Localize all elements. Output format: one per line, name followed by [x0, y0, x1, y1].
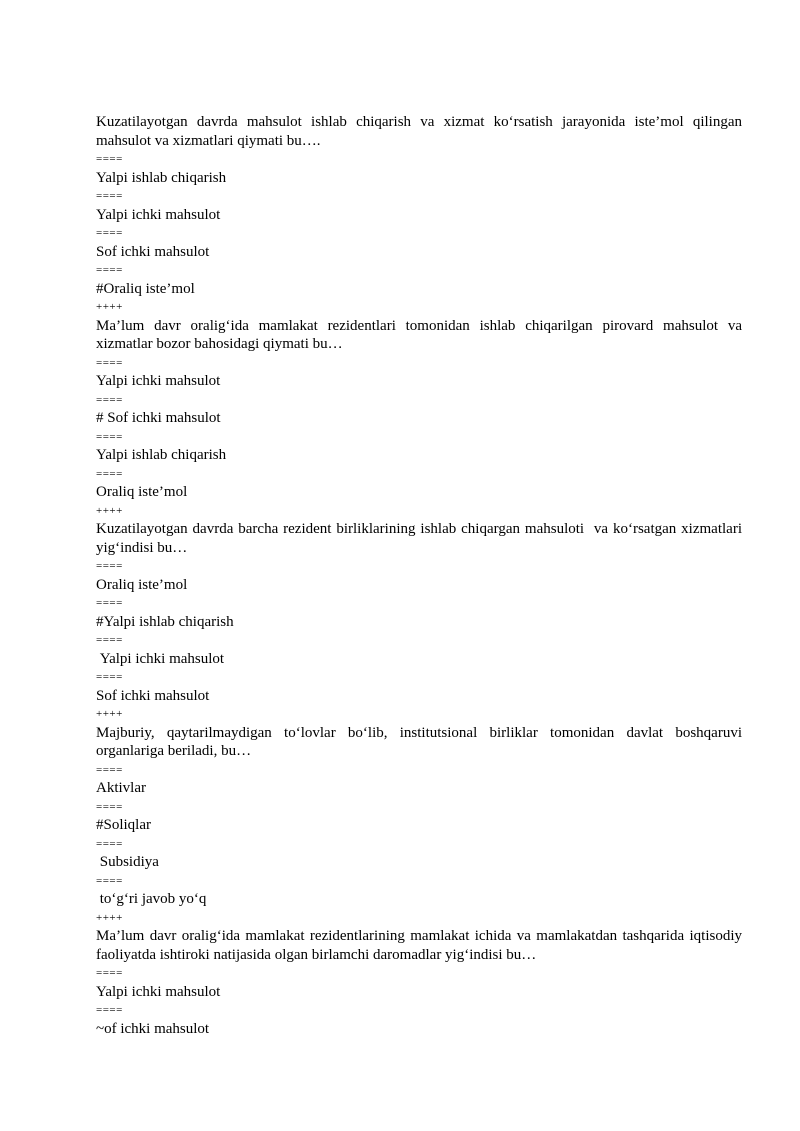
document-line: Kuzatilayotgan davrda barcha rezident birliklarining ishlab chiqargan mahsuloti va ko‘rsatgan xizmatlari yig‘indisi bu… [96, 521, 746, 556]
option-separator: ==== [96, 800, 123, 813]
option-separator: ==== [96, 153, 123, 165]
question-separator: ++++ [96, 911, 123, 924]
document-line: Yalpi ishlab chiqarish [96, 169, 227, 186]
document-line: Subsidiya [96, 854, 159, 870]
option-separator: ==== [96, 1004, 123, 1016]
option-separator: ==== [96, 264, 123, 276]
document-line: Ma’lum davr oralig‘ida mamlakat rezidentlarining mamlakat ichida va mamlakatdan tashqarida iqtisodiy faoliyatda ishtiroki natijasida olgan birlamchi daromadlar yig‘indisi bu… [96, 928, 746, 963]
document-line: # Sof ichki mahsulot [96, 410, 221, 426]
document-line: Sof ichki mahsulot [96, 687, 210, 704]
document-line: Majburiy, qaytarilmaydigan to‘lovlar bo‘lib, institutsional birliklar tomonidan davlat boshqaruvi organlariga beriladi, bu… [96, 724, 746, 759]
document-line: ~of ichki mahsulot [96, 1020, 210, 1037]
option-separator: ==== [96, 190, 123, 202]
document-line: Oraliq iste’mol [96, 576, 188, 593]
option-separator: ==== [96, 597, 123, 609]
option-separator: ==== [96, 634, 123, 646]
document-line: Oraliq iste’mol [96, 484, 188, 500]
document-body [96, 113, 746, 1038]
document-line: Kuzatilayotgan davrda mahsulot ishlab chiqarish va xizmat ko‘rsatish jarayonida iste’mol qilingan mahsulot va xizmatlari qiymati bu…. [96, 114, 746, 149]
document-line: Yalpi ichki mahsulot [96, 983, 221, 1000]
option-separator: ==== [96, 227, 123, 239]
document-line: Yalpi ishlab chiqarish [96, 447, 227, 463]
option-separator: ==== [96, 967, 123, 979]
question-separator: ++++ [96, 301, 123, 313]
option-separator: ==== [96, 671, 123, 683]
document-line: Aktivlar [96, 780, 146, 796]
question-separator: ++++ [96, 708, 123, 720]
document-line: Sof ichki mahsulot [96, 243, 210, 260]
option-separator: ==== [96, 837, 123, 850]
document-line: Ma’lum davr oralig‘ida mamlakat rezidentlari tomonidan ishlab chiqarilgan pirovard mahsulot va xizmatlar bozor bahosidagi qiymati bu… [96, 317, 746, 352]
question-separator: ++++ [96, 504, 123, 517]
document-line: #Oraliq iste’mol [96, 280, 195, 297]
document-line: #Soliqlar [96, 817, 151, 833]
document-line: Yalpi ichki mahsulot [96, 650, 225, 667]
document-line: Yalpi ichki mahsulot [96, 206, 221, 223]
option-separator: ==== [96, 356, 123, 369]
option-separator: ==== [96, 560, 123, 572]
document-line: Yalpi ichki mahsulot [96, 373, 221, 389]
option-separator: ==== [96, 430, 123, 443]
option-separator: ==== [96, 467, 123, 480]
document-line: #Yalpi ishlab chiqarish [96, 613, 234, 630]
option-separator: ==== [96, 874, 123, 887]
option-separator: ==== [96, 763, 123, 776]
document-line: to‘g‘ri javob yo‘q [96, 891, 207, 907]
option-separator: ==== [96, 393, 123, 406]
